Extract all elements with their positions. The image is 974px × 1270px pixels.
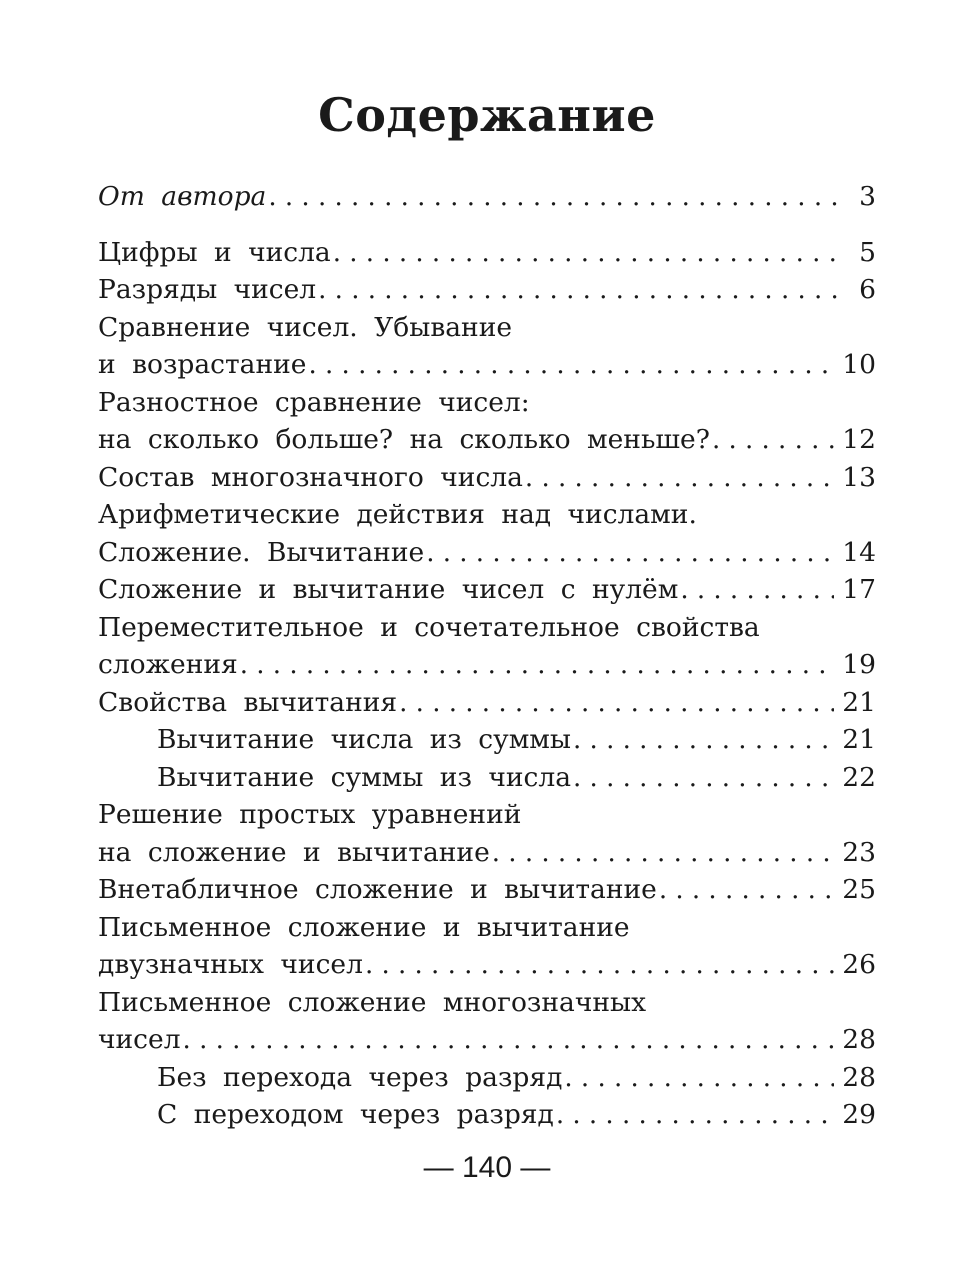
toc-entry-title: Свойства вычитания — [98, 686, 398, 718]
dot-leader — [492, 834, 835, 873]
toc-entry-line2 — [98, 946, 876, 984]
toc-entry-title: Без перехода через разряд — [157, 1061, 563, 1093]
toc-entry-title: Вычитание числа из суммы — [157, 724, 572, 755]
page-title: Содержание — [318, 88, 656, 142]
toc-entry — [98, 271, 876, 309]
toc-entry-page: 19 — [842, 649, 876, 680]
dot-leader — [573, 759, 834, 798]
toc-entry-line1 — [98, 384, 876, 422]
dot-leader — [308, 346, 834, 385]
toc-entry-page: 22 — [842, 761, 876, 793]
dot-leader — [318, 271, 838, 310]
toc-entry-title: С переходом через разряд — [157, 1099, 554, 1130]
toc-entry-page: 13 — [842, 461, 876, 493]
toc-entry-title: Сложение. Вычитание — [98, 536, 425, 568]
toc-entry — [98, 234, 876, 272]
toc-entry-title: От автора — [98, 181, 267, 212]
toc-entry-title: Вычитание суммы из числа — [157, 761, 572, 793]
toc-entry-title: Письменное сложение и вычитание — [98, 911, 630, 943]
toc-subentry — [98, 1096, 876, 1134]
toc-entry-page: 6 — [859, 274, 876, 305]
dot-leader — [426, 534, 834, 573]
toc-entry-page: 14 — [842, 536, 876, 568]
toc-entry-page: 3 — [859, 181, 876, 212]
toc-entry — [98, 684, 876, 722]
toc-entry-title: Сложение и вычитание чисел с нулём — [98, 574, 679, 605]
dot-leader — [525, 459, 834, 498]
toc-entry — [98, 571, 876, 609]
toc-entry-title: Состав многозначного числа — [98, 461, 523, 493]
toc-entry-line1 — [98, 309, 876, 347]
toc-entry-page: 28 — [842, 1061, 876, 1093]
toc-entry-line1 — [98, 796, 876, 834]
table-of-contents — [98, 178, 876, 1134]
dot-leader — [564, 1059, 834, 1098]
toc-entry-line1 — [98, 909, 876, 947]
toc-entry-title: Цифры и числа — [98, 236, 331, 268]
toc-entry-page: 12 — [842, 424, 876, 455]
toc-entry-page: 10 — [842, 349, 876, 380]
toc-entry-line1 — [98, 984, 876, 1022]
toc-entry-line1 — [98, 496, 876, 534]
dot-leader — [680, 571, 834, 610]
toc-entry-line2 — [98, 646, 876, 684]
toc-entry — [98, 178, 876, 216]
dot-leader — [333, 234, 838, 273]
toc-entry-page: 23 — [842, 836, 876, 868]
toc-entry-line2 — [98, 534, 876, 572]
dot-leader — [712, 421, 834, 460]
toc-entry-title: двузначных чисел — [98, 949, 363, 980]
toc-entry-title: сложения — [98, 649, 238, 680]
toc-entry-line2 — [98, 1021, 876, 1059]
toc-entry-title: Арифметические действия над числами. — [98, 499, 697, 530]
toc-entry-page: 21 — [842, 724, 876, 755]
toc-entry-title: Сравнение чисел. Убывание — [98, 311, 513, 343]
dot-leader — [573, 721, 834, 760]
toc-entry-title: чисел — [98, 1024, 181, 1055]
toc-entry-page: 29 — [842, 1099, 876, 1130]
toc-entry-page: 25 — [842, 874, 876, 905]
toc-entry — [98, 871, 876, 909]
toc-entry-title: Письменное сложение многозначных — [98, 986, 647, 1018]
toc-entry-line2 — [98, 346, 876, 384]
toc-subentry — [98, 721, 876, 759]
toc-entry-page: 5 — [859, 236, 876, 268]
dot-leader — [183, 1021, 835, 1060]
toc-entry-line2 — [98, 834, 876, 872]
dot-leader — [399, 684, 834, 723]
toc-entry-page: 28 — [842, 1024, 876, 1055]
toc-entry-title: Решение простых уравнений — [98, 799, 522, 830]
dot-leader — [268, 178, 838, 217]
toc-entry-line1 — [98, 609, 876, 647]
dot-leader — [659, 871, 834, 910]
dot-leader — [240, 646, 835, 685]
toc-subentry — [98, 759, 876, 797]
toc-entry-page: 26 — [842, 949, 876, 980]
toc-entry-title: на сложение и вычитание — [98, 836, 490, 868]
page-number: — 140 — — [423, 1151, 551, 1184]
toc-entry-page: 21 — [842, 686, 876, 718]
toc-entry-title: Внетабличное сложение и вычитание — [98, 874, 657, 905]
toc-entry-title: Переместительное и сочетательное свойства — [98, 611, 760, 643]
toc-entry-line2 — [98, 421, 876, 459]
toc-entry — [98, 459, 876, 497]
toc-entry-title: и возрастание — [98, 349, 307, 380]
dot-leader — [556, 1096, 834, 1135]
toc-subentry — [98, 1059, 876, 1097]
toc-entry-title: Разряды чисел — [98, 274, 317, 305]
toc-entry-title: Разностное сравнение чисел: — [98, 386, 530, 418]
toc-entry-title: на сколько больше? на сколько меньше? — [98, 424, 710, 455]
dot-leader — [365, 946, 834, 985]
toc-entry-page: 17 — [842, 574, 876, 605]
